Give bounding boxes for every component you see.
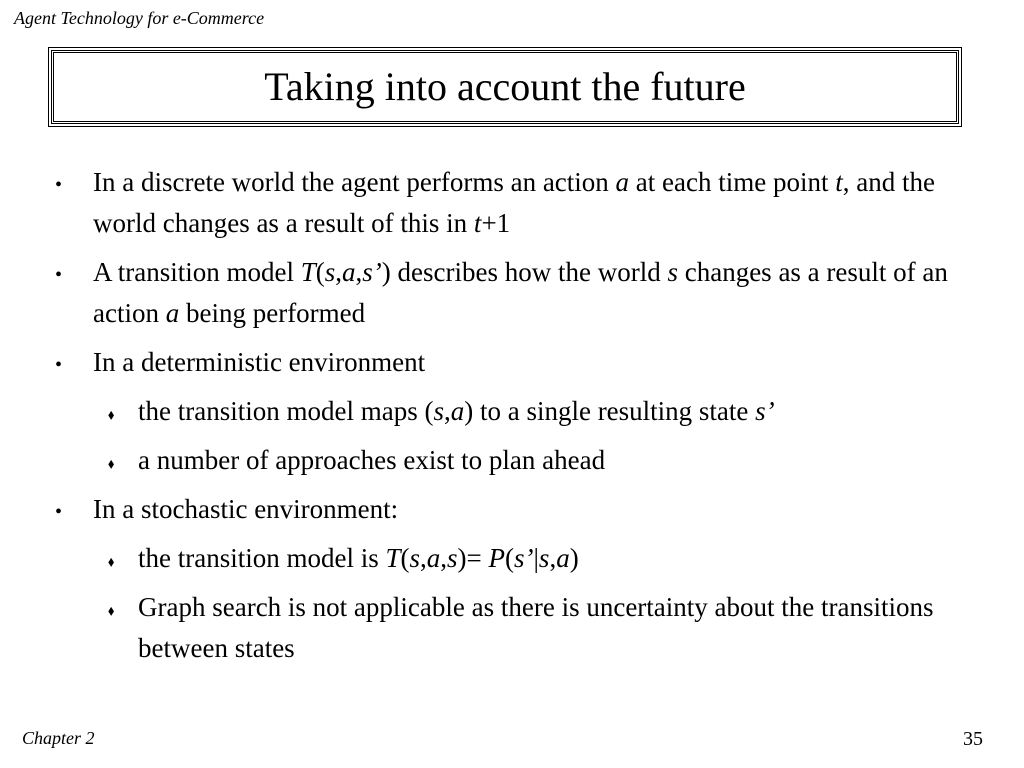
- sub-bullet-item: [138, 538, 1008, 579]
- text-segment: In a deterministic environment: [93, 347, 426, 377]
- bullet-item: [93, 162, 1003, 244]
- italic-text: a: [342, 257, 356, 287]
- slide-title: Taking into account the future: [264, 64, 746, 109]
- text-segment: ,: [440, 543, 448, 573]
- text-segment: ,: [355, 257, 363, 287]
- text-segment: being performed: [179, 298, 366, 328]
- text-segment: (: [400, 543, 410, 573]
- text-segment: In a stochastic environment:: [93, 494, 399, 524]
- sub-bullet-marker: ⬧: [108, 457, 115, 472]
- italic-text: s: [409, 543, 421, 573]
- text-segment: A transition model: [93, 257, 301, 287]
- italic-text: s’: [362, 257, 382, 287]
- italic-text: a: [450, 396, 465, 426]
- text-segment: Graph search is not applicable as there is uncertainty about the transitions between states: [138, 592, 934, 663]
- text-segment: ): [569, 543, 579, 573]
- italic-text: s’: [514, 543, 534, 573]
- bullet-item: [93, 252, 1003, 334]
- text-segment: ) describes how the world: [381, 257, 668, 287]
- text-segment: ) to a single resulting state: [464, 396, 756, 426]
- sub-bullet-item: [138, 440, 1008, 481]
- text-segment: the transition model maps (: [138, 396, 434, 426]
- bullet-item: [93, 489, 1003, 530]
- italic-text: T: [385, 543, 401, 573]
- text-segment: ,: [335, 257, 343, 287]
- italic-text: t: [835, 167, 843, 197]
- italic-text: a: [426, 543, 441, 573]
- bullet-item: [93, 342, 1003, 383]
- italic-text: s: [447, 543, 458, 573]
- course-header: Agent Technology for e-Commerce: [14, 8, 265, 28]
- italic-text: a: [556, 543, 570, 573]
- text-segment: +1: [481, 208, 511, 238]
- italic-text: P: [488, 543, 506, 573]
- italic-text: a: [615, 167, 630, 197]
- sub-bullet-marker: ⬧: [108, 408, 115, 423]
- bullet-marker: •: [55, 174, 63, 196]
- sub-bullet-item: [138, 391, 1008, 432]
- bullet-marker: •: [55, 501, 63, 523]
- text-segment: ,: [549, 543, 557, 573]
- text-segment: )=: [457, 543, 489, 573]
- bullet-marker: •: [55, 264, 63, 286]
- title-box: [51, 50, 959, 124]
- italic-text: s: [667, 257, 678, 287]
- sub-bullet-item: [138, 587, 1008, 669]
- text-segment: |: [533, 543, 539, 573]
- italic-text: s: [433, 396, 444, 426]
- text-segment: (: [315, 257, 325, 287]
- italic-text: a: [165, 298, 180, 328]
- text-segment: the transition model is: [138, 543, 386, 573]
- text-segment: changes as a result of an action: [93, 257, 948, 328]
- page-number: 35: [963, 728, 983, 750]
- italic-text: s’: [755, 396, 775, 426]
- bullet-marker: •: [55, 354, 63, 376]
- italic-text: s: [538, 543, 550, 573]
- text-segment: at each time point: [629, 167, 836, 197]
- italic-text: t: [473, 208, 482, 238]
- italic-text: s: [324, 257, 336, 287]
- footer-chapter: Chapter 2: [22, 728, 95, 748]
- italic-text: T: [300, 257, 316, 287]
- sub-bullet-marker: ⬧: [108, 555, 115, 570]
- text-segment: In a discrete world the agent performs an action: [93, 167, 616, 197]
- text-segment: ,: [420, 543, 427, 573]
- sub-bullet-marker: ⬧: [108, 604, 115, 619]
- text-segment: (: [505, 543, 515, 573]
- text-segment: a number of approaches exist to plan ahead: [138, 445, 606, 475]
- text-segment: ,: [443, 396, 451, 426]
- text-segment: , and the world changes as a result of this in: [93, 167, 935, 238]
